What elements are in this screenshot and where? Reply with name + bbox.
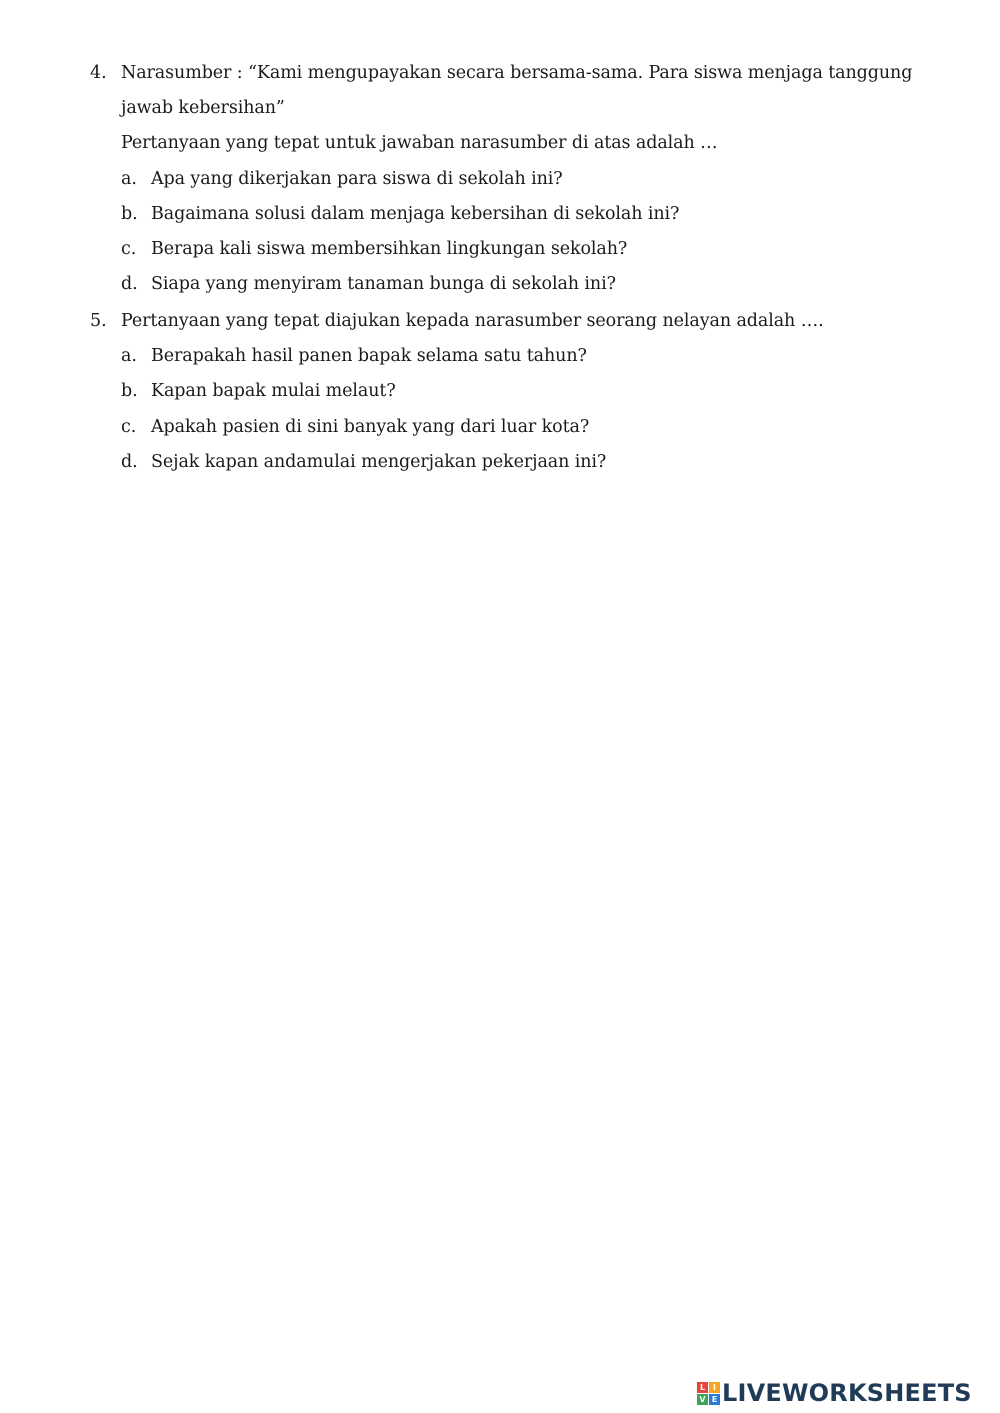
option-label: d. [121, 274, 138, 294]
option-label: b. [121, 204, 138, 224]
option-text[interactable]: Berapakah hasil panen bapak selama satu tahun? [151, 346, 587, 366]
question-number: 5. [90, 311, 107, 331]
option-text[interactable]: Kapan bapak mulai melaut? [151, 381, 396, 401]
option-label: d. [121, 452, 138, 472]
question-stem: Narasumber : “Kami mengupayakan secara bersama-sama. Para siswa menjaga tanggung [121, 63, 913, 83]
option-text[interactable]: Berapa kali siswa membersihkan lingkungan sekolah? [151, 239, 628, 259]
logo-mark-letter: I [709, 1382, 720, 1393]
option-text[interactable]: Apa yang dikerjakan para siswa di sekolah ini? [151, 169, 563, 189]
option-label: a. [121, 346, 137, 366]
logo-mark-letter: L [697, 1382, 708, 1393]
option-text[interactable]: Apakah pasien di sini banyak yang dari luar kota? [151, 417, 590, 437]
option-text[interactable]: Bagaimana solusi dalam menjaga kebersihan di sekolah ini? [151, 204, 680, 224]
question-stem: Pertanyaan yang tepat diajukan kepada narasumber seorang nelayan adalah …. [121, 311, 824, 331]
question-prompt: Pertanyaan yang tepat untuk jawaban narasumber di atas adalah … [121, 133, 718, 153]
option-label: b. [121, 381, 138, 401]
option-text[interactable]: Siapa yang menyiram tanaman bunga di sekolah ini? [151, 274, 616, 294]
option-label: a. [121, 169, 137, 189]
option-label: c. [121, 239, 137, 259]
question-stem-continued: jawab kebersihan” [121, 98, 285, 118]
liveworksheets-mark-icon [697, 1382, 720, 1405]
option-text[interactable]: Sejak kapan andamulai mengerjakan pekerjaan ini? [151, 452, 607, 472]
logo-text: LIVEWORKSHEETS [722, 1379, 972, 1407]
option-label: c. [121, 417, 137, 437]
question-number: 4. [90, 63, 107, 83]
liveworksheets-logo [697, 1378, 972, 1408]
logo-mark-letter: V [697, 1394, 708, 1405]
logo-mark-letter: E [709, 1394, 720, 1405]
